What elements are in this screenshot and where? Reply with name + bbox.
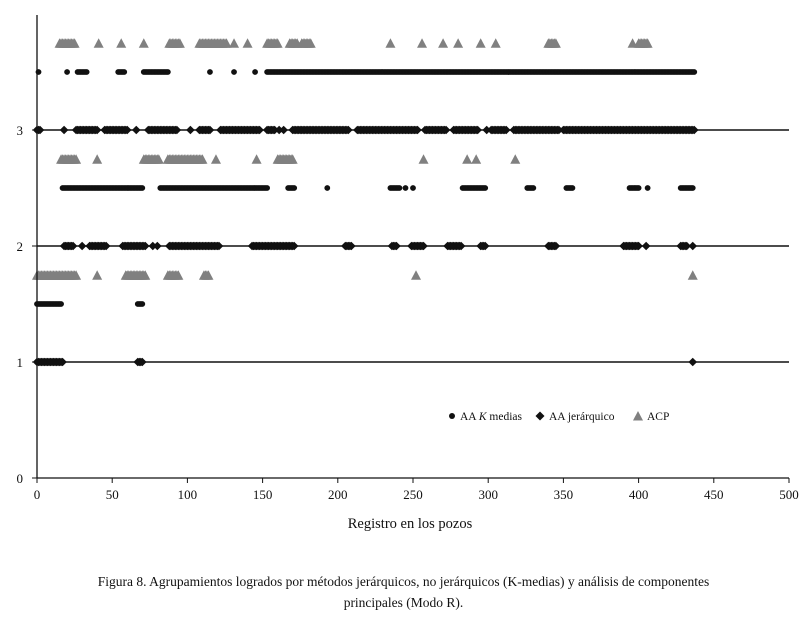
legend-entry-pca [633, 411, 669, 423]
kmeans-point [397, 185, 403, 191]
x-tick-label: 500 [779, 487, 799, 502]
pca-point [411, 270, 421, 280]
hierarchical-point [642, 242, 651, 251]
pca-point [462, 154, 472, 164]
pca-point [243, 38, 253, 48]
pca-point [510, 154, 520, 164]
x-axis-label: Registro en los pozos [347, 516, 473, 532]
pca-point [116, 38, 126, 48]
pca-point [419, 154, 429, 164]
kmeans-point [636, 185, 642, 191]
legend-entry-hierarchical [536, 411, 615, 423]
legend-triangle-marker [633, 411, 643, 421]
kmeans-point [252, 69, 258, 75]
kmeans-point [690, 185, 696, 191]
kmeans-point [139, 185, 145, 191]
pca-point [139, 38, 149, 48]
hierarchical-point [132, 126, 141, 135]
kmeans-point [291, 185, 297, 191]
legend-label-hierarchical: AA jerárquico [549, 411, 615, 423]
kmeans-point [231, 69, 237, 75]
hierarchical-point [153, 242, 162, 251]
hierarchical-point [482, 126, 491, 135]
x-tick-label: 450 [704, 487, 724, 502]
y-tick-label: 0 [16, 471, 23, 486]
pca-point [471, 154, 481, 164]
pca-point [438, 38, 448, 48]
kmeans-point [207, 69, 213, 75]
hierarchical-point [279, 126, 288, 135]
pca-point [92, 270, 102, 280]
legend-label-kmeans: AA K medias [460, 411, 522, 423]
pca-point [628, 38, 638, 48]
pca-point [476, 38, 486, 48]
kmeans-point [324, 185, 330, 191]
legend-label-pca: ACP [647, 411, 670, 423]
caption-line-1: Figura 8. Agrupamientos logrados por métodos jerárquicos, no jerárquicos (K-medias) y análisis de componentes [97, 574, 710, 589]
pca-point [94, 38, 104, 48]
pca-point [491, 38, 501, 48]
kmeans-point [645, 185, 651, 191]
kmeans-point [165, 69, 171, 75]
kmeans-point [121, 69, 127, 75]
hierarchical-point [186, 126, 195, 135]
x-tick-label: 300 [478, 487, 498, 502]
x-tick-label: 150 [252, 487, 273, 502]
y-tick-label: 3 [16, 123, 23, 138]
axis-ticks [17, 123, 799, 502]
legend [449, 411, 669, 423]
kmeans-point [403, 185, 409, 191]
kmeans-point [570, 185, 576, 191]
x-tick-label: 200 [328, 487, 348, 502]
x-tick-label: 0 [33, 487, 41, 502]
kmeans-point [691, 69, 697, 75]
legend-circle-marker [449, 413, 455, 419]
figure-caption [20, 571, 787, 613]
y-tick-label: 2 [16, 239, 23, 254]
x-tick-label: 350 [553, 487, 574, 502]
hierarchical-point [78, 242, 87, 251]
x-tick-label: 400 [628, 487, 649, 502]
kmeans-point [530, 185, 536, 191]
legend-diamond-marker [536, 412, 545, 421]
hierarchical-point [688, 242, 697, 251]
pca-point [688, 270, 698, 280]
kmeans-point [139, 301, 145, 307]
kmeans-point [410, 185, 416, 191]
pca-point [211, 154, 221, 164]
data-marks [32, 38, 699, 366]
x-tick-label: 100 [177, 487, 198, 502]
kmeans-point [482, 185, 488, 191]
pca-point [229, 38, 239, 48]
x-tick-label: 250 [403, 487, 423, 502]
kmeans-point [84, 69, 90, 75]
pca-point [92, 154, 102, 164]
pca-point [417, 38, 427, 48]
kmeans-point [58, 301, 64, 307]
x-tick-label: 50 [105, 487, 119, 502]
kmeans-point [264, 185, 270, 191]
caption-line-2: principales (Modo R). [343, 595, 464, 610]
pca-point [453, 38, 463, 48]
hierarchical-point [60, 126, 69, 135]
kmeans-point [64, 69, 70, 75]
pca-point [252, 154, 262, 164]
y-tick-label: 1 [16, 355, 23, 370]
legend-entry-kmeans [449, 411, 523, 423]
hierarchical-point [688, 358, 697, 367]
pca-point [385, 38, 395, 48]
